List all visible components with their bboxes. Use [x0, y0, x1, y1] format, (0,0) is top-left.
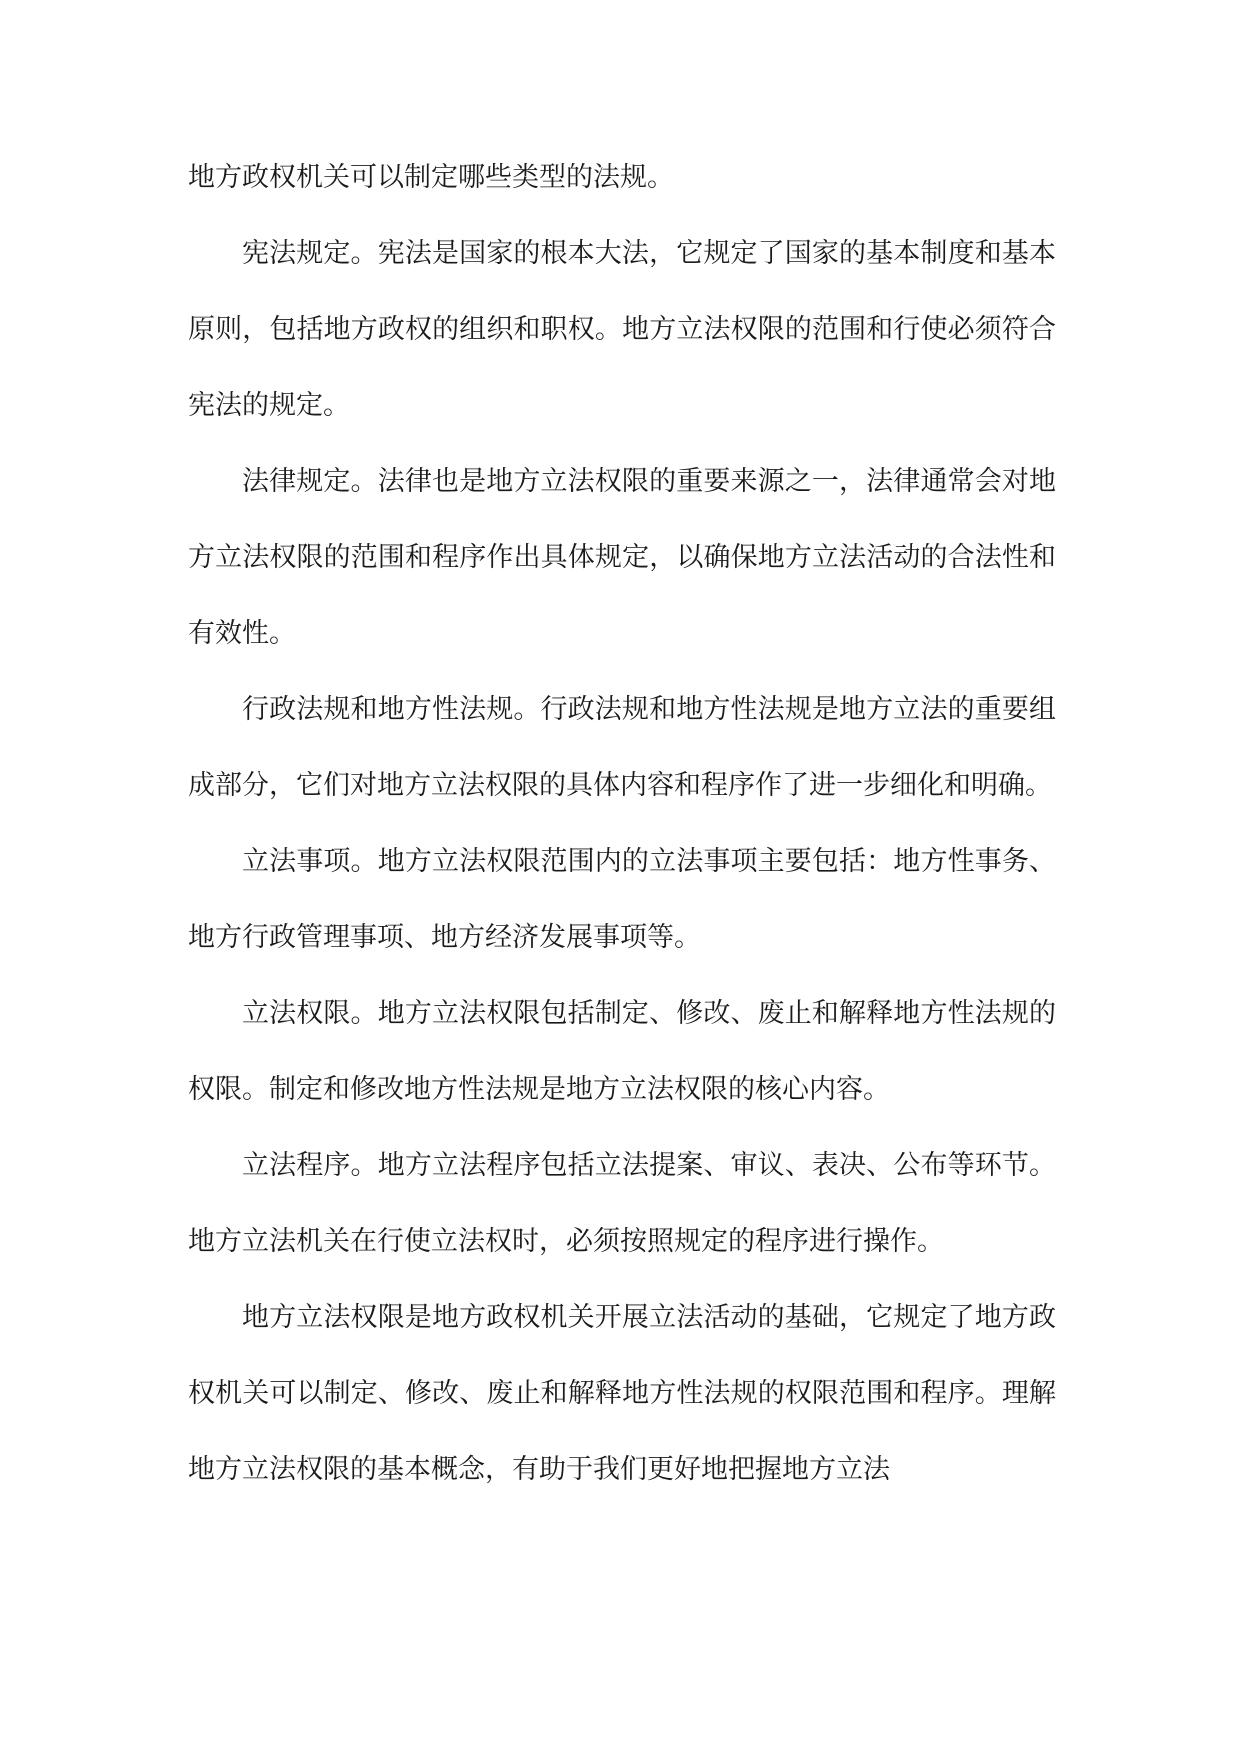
paragraph-legislative-procedure: 立法程序。地方立法程序包括立法提案、审议、表决、公布等环节。地方立法机关在行使立法权时，必须按照规定的程序进行操作。	[188, 1150, 1056, 1257]
paragraph-legislative-matters: 立法事项。地方立法权限范围内的立法事项主要包括：地方性事务、地方行政管理事项、地方经济发展事项等。	[188, 846, 1056, 953]
paragraph-legislative-authority: 立法权限。地方立法权限包括制定、修改、废止和解释地方性法规的权限。制定和修改地方性法规是地方立法权限的核心内容。	[188, 998, 1056, 1105]
paragraph-continued: 地方政权机关可以制定哪些类型的法规。	[188, 162, 674, 193]
paragraph-regulations: 行政法规和地方性法规。行政法规和地方性法规是地方立法的重要组成部分，它们对地方立法权限的具体内容和程序作了进一步细化和明确。	[188, 694, 1056, 801]
paragraph-constitution: 宪法规定。宪法是国家的根本大法，它规定了国家的基本制度和基本原则，包括地方政权的组织和职权。地方立法权限的范围和行使必须符合宪法的规定。	[188, 238, 1056, 421]
paragraph-summary: 地方立法权限是地方政权机关开展立法活动的基础，它规定了地方政权机关可以制定、修改、废止和解释地方性法规的权限范围和程序。理解地方立法权限的基本概念，有助于我们更好地把握地方立法	[188, 1302, 1056, 1485]
document-body	[188, 140, 1056, 1508]
paragraph-law: 法律规定。法律也是地方立法权限的重要来源之一，法律通常会对地方立法权限的范围和程序作出具体规定，以确保地方立法活动的合法性和有效性。	[188, 466, 1056, 649]
